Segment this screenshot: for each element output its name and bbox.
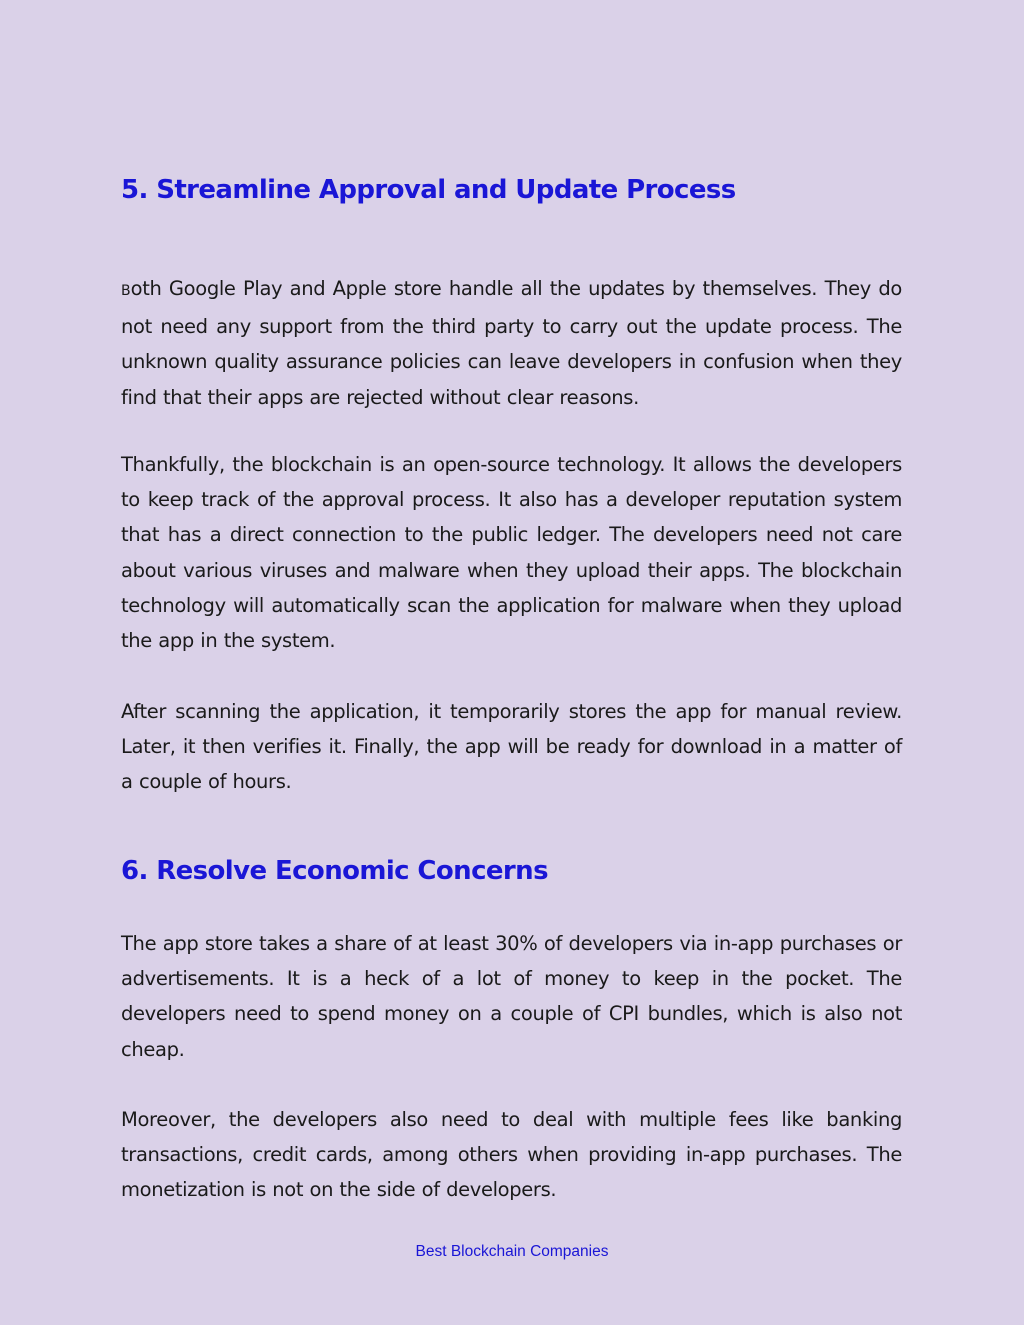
section-6-paragraph-1: The app store takes a share of at least 30% of developers via in-app purchases or advertisements. It is a heck of a lot of money to keep in the pocket. The developers need to spend money on a couple of CPI bundles, which is also not cheap. (121, 932, 902, 1061)
page-footer: Best Blockchain Companies (415, 1243, 609, 1260)
section-6-paragraph-2: Moreover, the developers also need to deal with multiple fees like banking transactions, credit cards, among others when providing in-app purchases. The monetization is not on the side of developers. (121, 1108, 902, 1202)
section-5-paragraph-2: Thankfully, the blockchain is an open-source technology. It allows the developers to keep track of the approval process. It also has a developer reputation system that has a direct connection to the public ledger. The developers need not care about various viruses and malware when they upload their apps. The blockchain technology will automatically scan the application for malware when they upload the app in the system. (121, 453, 902, 653)
section-6-heading: 6. Resolve Economic Concerns (121, 856, 548, 886)
section-5-paragraph-3: After scanning the application, it temporarily stores the app for manual review. Later, it then verifies it. Finally, the app will be ready for download in a matter of a couple of hours. (121, 700, 902, 794)
section-5-paragraph-1 (121, 271, 902, 415)
section-5-paragraph-1-text: oth Google Play and Apple store handle all the updates by themselves. They do not need any support from the third party to carry out the update process. The unknown quality assurance policies can leave developers in confusion when they find that their apps are rejected without clear reasons. (121, 277, 902, 409)
section-5-heading: 5. Streamline Approval and Update Process (121, 175, 736, 205)
section-5-paragraph-1-first-letter: B (121, 283, 131, 299)
